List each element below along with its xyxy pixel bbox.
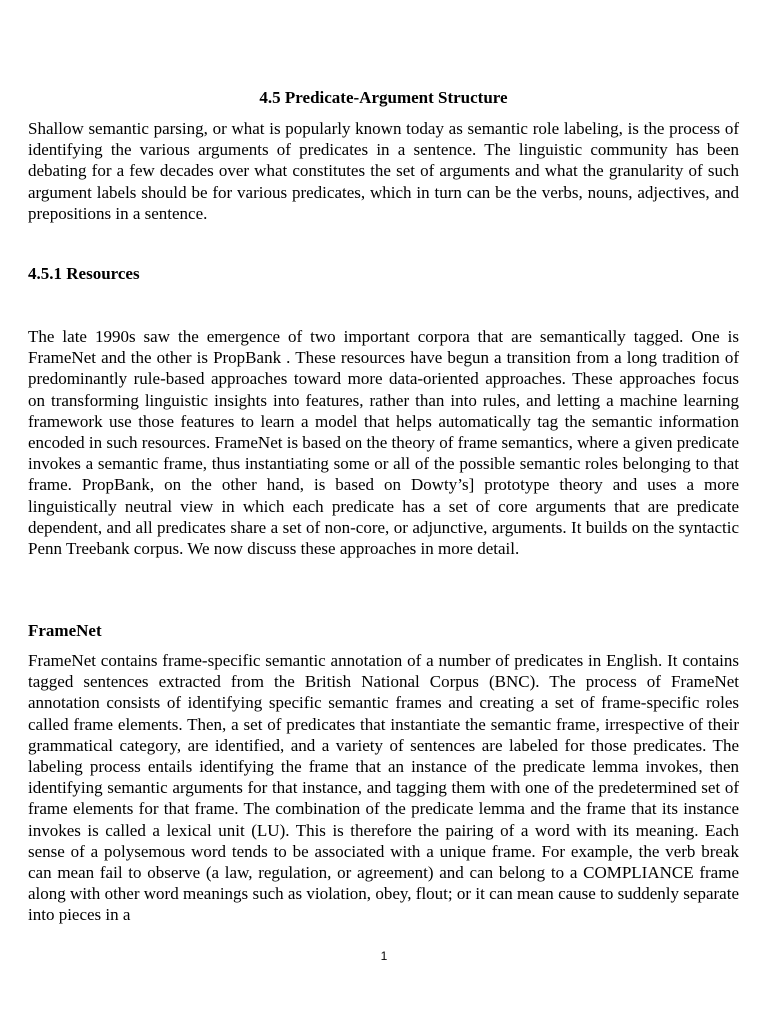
section-title: 4.5 Predicate-Argument Structure: [259, 88, 508, 107]
framenet-paragraph: FrameNet contains frame-specific semantic annotation of a number of predicates in English. It contains tagged sentences extracted from the British National Corpus (BNC). The process of FrameNet annotation consists of identifying specific semantic frames and creating a set of frame-specific roles called frame elements. Then, a set of predicates that instantiate the semantic frame, irrespective of their grammatical category, are identified, and a variety of sentences are labeled for those predicates. The labeling process entails identifying the frame that an instance of the predicate lemma invokes, then identifying semantic arguments for that instance, and tagging them with one of the predetermined set of frame elements for that frame. The combination of the predicate lemma and the frame that its instance invokes is called a lexical unit (LU). This is therefore the pairing of a word with its meaning. Each sense of a polysemous word tends to be associated with a unique frame. For example, the verb break can mean fail to observe (a law, regulation, or agreement) and can belong to a COMPLIANCE frame along with other word meanings such as violation, obey, flout; or it can mean cause to suddenly separate into pieces in a: [28, 651, 739, 925]
subsection-heading-resources: 4.5.1 Resources: [28, 264, 140, 283]
framenet-heading: FrameNet: [28, 621, 102, 640]
resources-paragraph: The late 1990s saw the emergence of two important corpora that are semantically tagged. One is FrameNet and the other is PropBank . These resources have begun a transition from a long tradition of predominantly rule-based approaches toward more data-oriented approaches. These approaches focus on transforming linguistic insights into features, rather than into rules, and letting a machine learning framework use those features to learn a model that helps automatically tag the semantic information encoded in such resources. FrameNet is based on the theory of frame semantics, where a given predicate invokes a semantic frame, thus instantiating some or all of the possible semantic roles belonging to that frame. PropBank, on the other hand, is based on Dowty’s] prototype theory and uses a more linguistically neutral view in which each predicate has a set of core arguments that are predicate dependent, and all predicates share a set of non-core, or adjunctive, arguments. It builds on the syntactic Penn Treebank corpus. We now discuss these approaches in more detail.: [28, 327, 739, 559]
page-number: 1: [380, 949, 388, 963]
intro-paragraph: Shallow semantic parsing, or what is popularly known today as semantic role labeling, is the process of identifying the various arguments of predicates in a sentence. The linguistic community has been debating for a few decades over what constitutes the set of arguments and what the granularity of such argument labels should be for various predicates, which in turn can be the verbs, nouns, adjectives, and prepositions in a sentence.: [28, 119, 739, 223]
